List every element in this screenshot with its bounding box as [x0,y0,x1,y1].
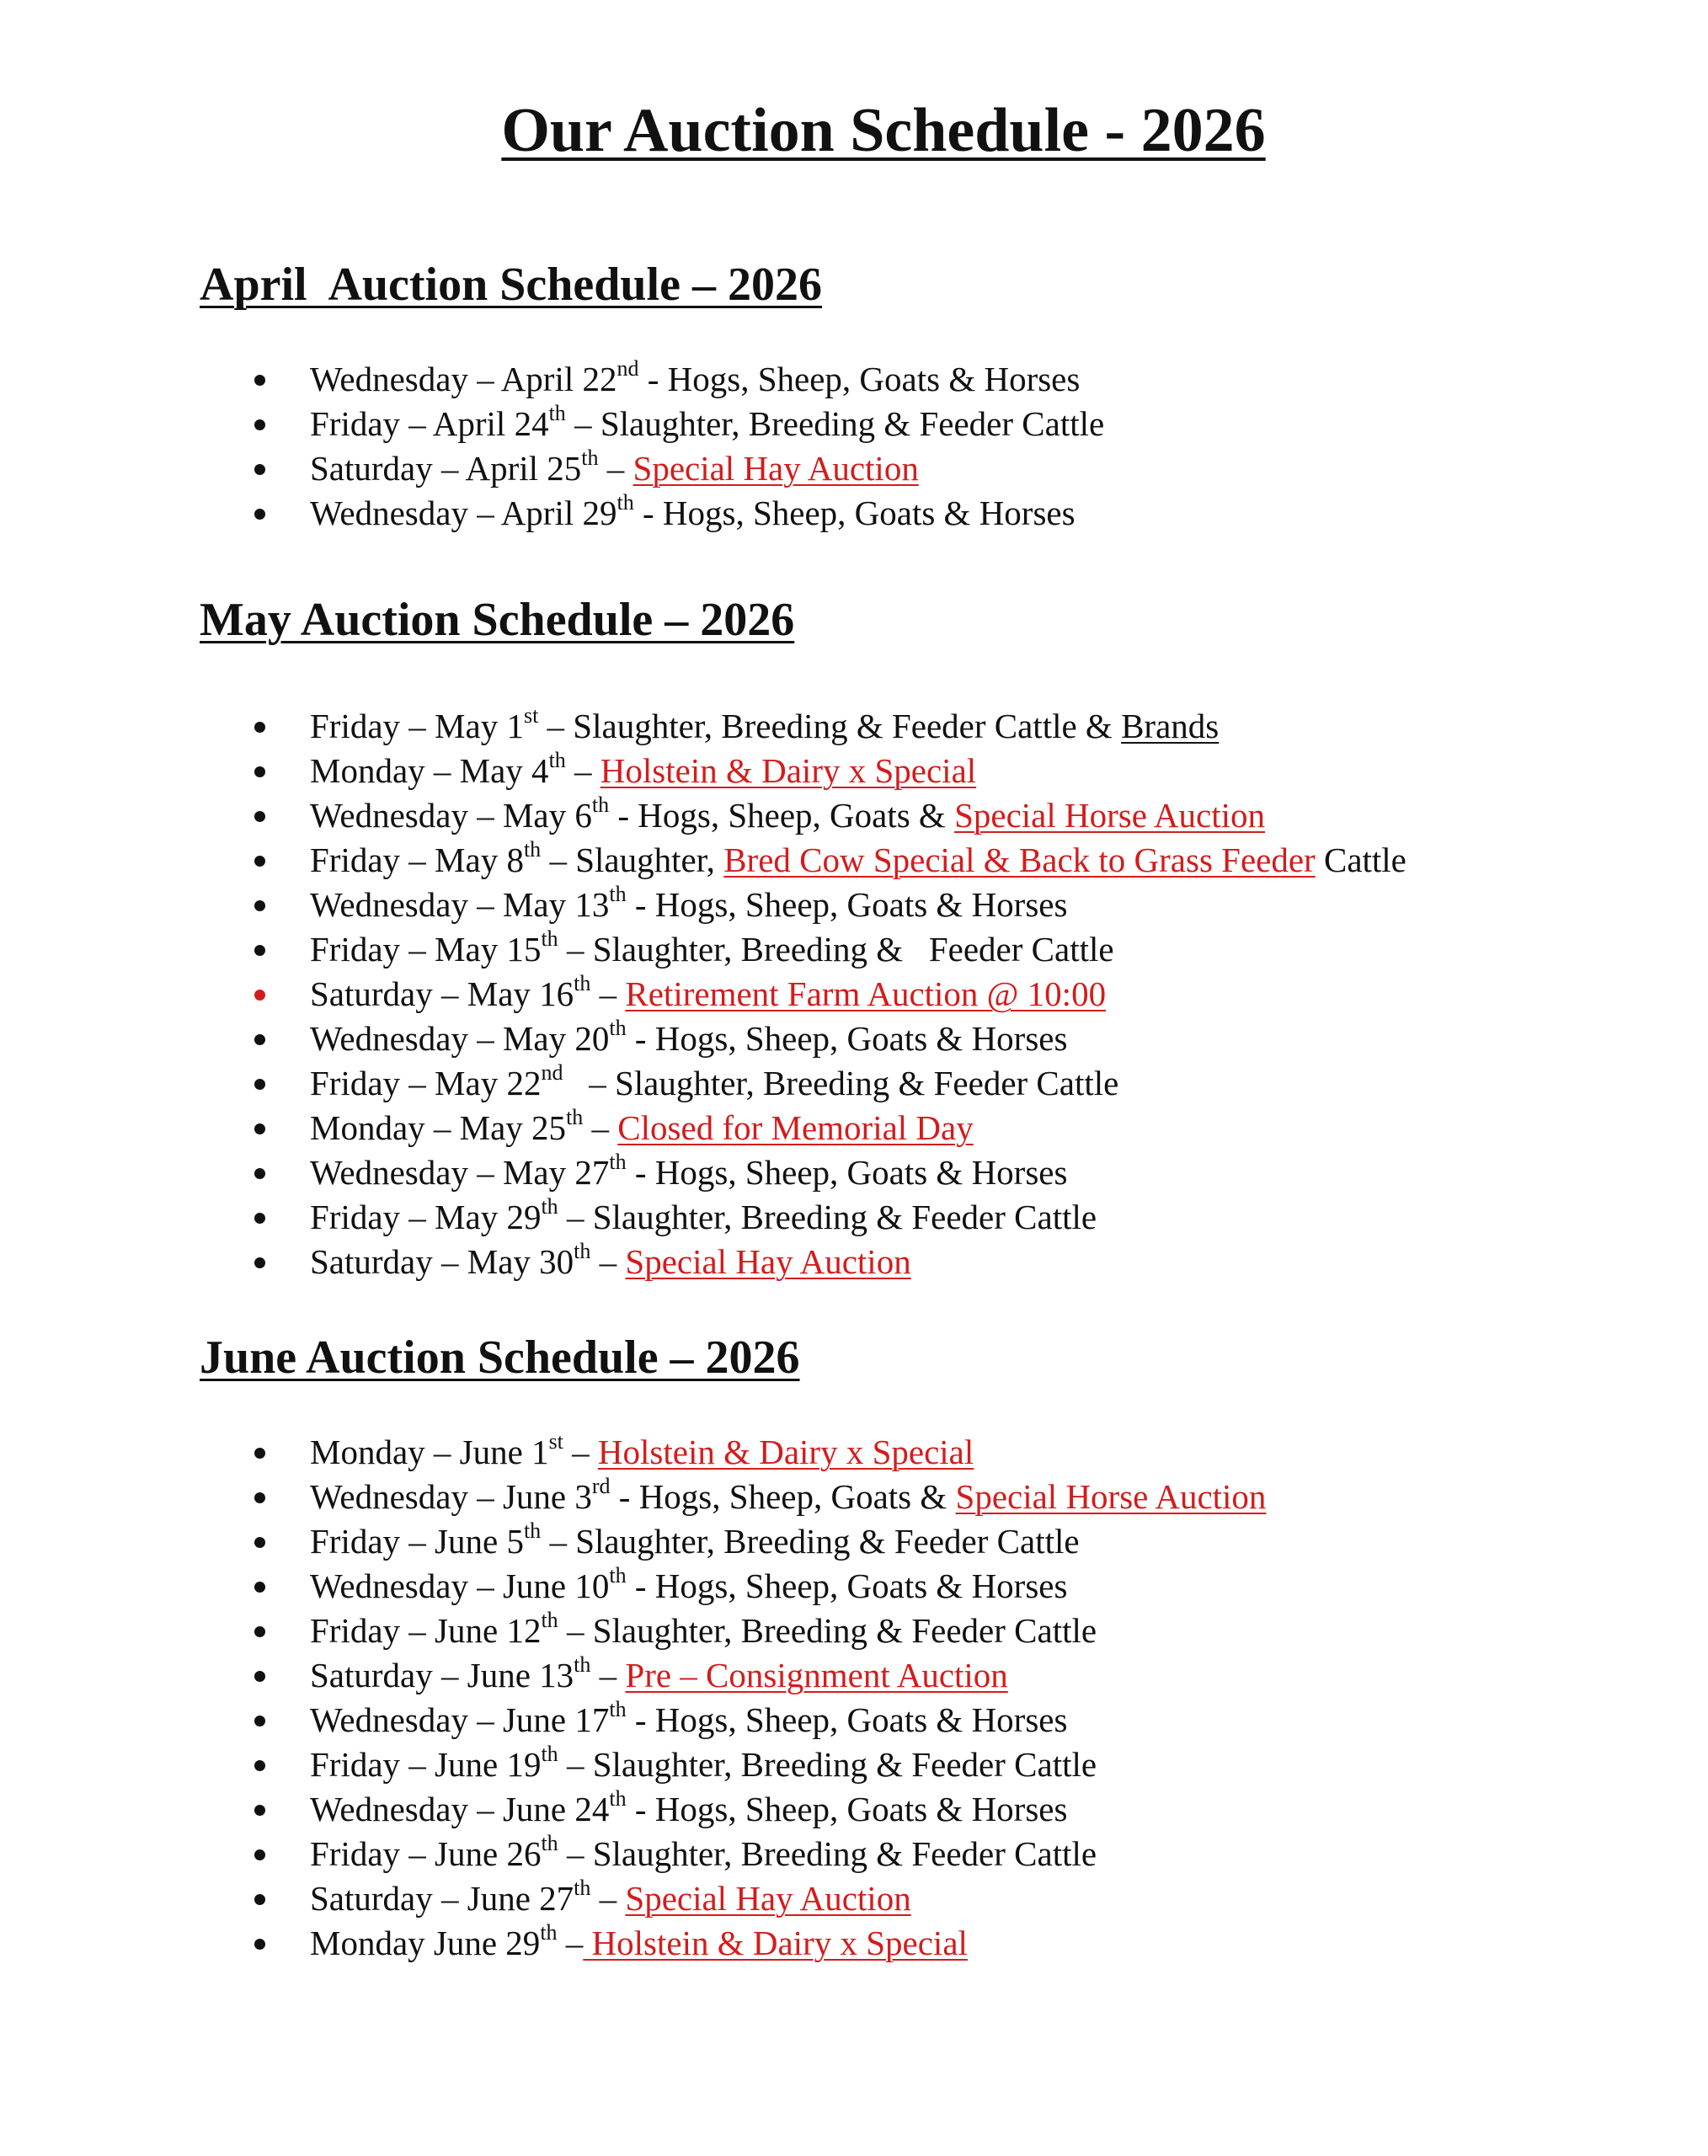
special-event-link[interactable]: Holstein & Dairy x Special [597,1433,974,1471]
special-event-link[interactable]: Special Hay Auction [625,1242,911,1281]
bullet-icon [254,1079,265,1090]
brands-link[interactable]: Brands [1121,707,1220,745]
list-item: Wednesday – April 22nd - Hogs, Sheep, Goats & Horses [0,357,1104,402]
list-item: Wednesday – May 6th - Hogs, Sheep, Goats & Special Horse Auction [0,793,1406,838]
special-event-link[interactable]: Bred Cow Special & Back to Grass Feeder [723,841,1316,879]
bullet-icon [254,811,265,822]
bullet-icon [254,1123,265,1134]
special-event-link[interactable]: Special Horse Auction [954,796,1265,835]
list-item: Wednesday – May 13th - Hogs, Sheep, Goats & Horses [0,883,1406,927]
list-item: Wednesday – June 10th - Hogs, Sheep, Goats & Horses [0,1564,1266,1609]
list-item: Friday – May 8th – Slaughter, Bred Cow Special & Back to Grass Feeder Cattle [0,838,1406,883]
bullet-icon [254,464,265,475]
bullet-icon [254,722,265,733]
bullet-icon [254,1671,265,1682]
special-event-link[interactable]: Pre – Consignment Auction [625,1656,1008,1694]
bullet-icon [254,375,265,386]
june-heading: June Auction Schedule – 2026 [200,1331,800,1384]
list-item: Monday June 29th – Holstein & Dairy x Special [0,1921,1266,1966]
bullet-icon [254,1034,265,1045]
bullet-icon [254,856,265,867]
list-item: Wednesday – June 17th - Hogs, Sheep, Goats & Horses [0,1698,1266,1742]
april-heading: April Auction Schedule – 2026 [200,259,822,311]
bullet-icon [254,945,265,956]
bullet-icon [254,1760,265,1771]
special-event-link[interactable]: Special Hay Auction [632,449,919,488]
special-event-link[interactable]: Special Horse Auction [955,1477,1267,1516]
list-item: Friday – May 22nd – Slaughter, Breeding & Feeder Cattle [0,1061,1406,1106]
page-title: Our Auction Schedule - 2026 [501,96,1266,165]
bullet-icon [254,1716,265,1726]
special-event-link[interactable]: Closed for Memorial Day [617,1108,974,1147]
list-item: Saturday – May 30th – Special Hay Auction [0,1240,1406,1284]
special-event-link[interactable]: Holstein & Dairy x Special [600,751,977,790]
bullet-icon [254,1537,265,1548]
bullet-icon [254,1805,265,1816]
list-item: Friday – June 19th – Slaughter, Breeding & Feeder Cattle [0,1742,1266,1787]
list-item: Friday – June 5th – Slaughter, Breeding & Feeder Cattle [0,1519,1266,1564]
bullet-icon [254,419,265,430]
list-item: Wednesday – June 24th - Hogs, Sheep, Goats & Horses [0,1787,1266,1832]
list-item: Monday – June 1st – Holstein & Dairy x Special [0,1430,1266,1475]
special-event-link[interactable]: Special Hay Auction [625,1879,911,1918]
bullet-icon [254,509,265,520]
list-item: Friday – May 1st – Slaughter, Breeding & Feeder Cattle & Brands [0,704,1406,749]
list-item: Friday – June 26th – Slaughter, Breeding & Feeder Cattle [0,1832,1266,1876]
april-list [0,357,1104,536]
bullet-icon [254,1213,265,1224]
june-list [0,1430,1266,1966]
may-heading: May Auction Schedule – 2026 [200,594,795,646]
bullet-icon [254,1849,265,1860]
list-item: Saturday – April 25th – Special Hay Auction [0,446,1104,491]
list-item: Wednesday – May 27th - Hogs, Sheep, Goats & Horses [0,1150,1406,1195]
bullet-icon [254,1257,265,1268]
bullet-icon [254,1582,265,1593]
may-list [0,704,1406,1284]
red-bullet-icon [254,990,265,1001]
list-item: Monday – May 4th – Holstein & Dairy x Special [0,749,1406,793]
bullet-icon [254,1626,265,1637]
list-item: Friday – April 24th – Slaughter, Breeding & Feeder Cattle [0,402,1104,446]
bullet-icon [254,1939,265,1950]
list-item: Wednesday – April 29th - Hogs, Sheep, Goats & Horses [0,491,1104,536]
list-item: Monday – May 25th – Closed for Memorial Day [0,1106,1406,1150]
bullet-icon [254,1448,265,1459]
bullet-icon [254,766,265,777]
bullet-icon [254,1168,265,1179]
list-item: Saturday – June 27th – Special Hay Auction [0,1876,1266,1921]
special-event-link[interactable]: Holstein & Dairy x Special [583,1924,968,1962]
special-event-link[interactable]: Retirement Farm Auction @ 10:00 [625,974,1107,1013]
list-item: Wednesday – May 20th - Hogs, Sheep, Goats & Horses [0,1017,1406,1061]
list-item: Wednesday – June 3rd - Hogs, Sheep, Goats & Special Horse Auction [0,1475,1266,1519]
list-item: Friday – May 29th – Slaughter, Breeding & Feeder Cattle [0,1195,1406,1240]
list-item: Friday – June 12th – Slaughter, Breeding & Feeder Cattle [0,1609,1266,1653]
bullet-icon [254,1492,265,1503]
bullet-icon [254,1894,265,1905]
bullet-icon [254,900,265,911]
list-item: Saturday – June 13th – Pre – Consignment Auction [0,1653,1266,1698]
list-item: Friday – May 15th – Slaughter, Breeding & Feeder Cattle [0,927,1406,972]
list-item: Saturday – May 16th – Retirement Farm Auction @ 10:00 [0,972,1406,1017]
